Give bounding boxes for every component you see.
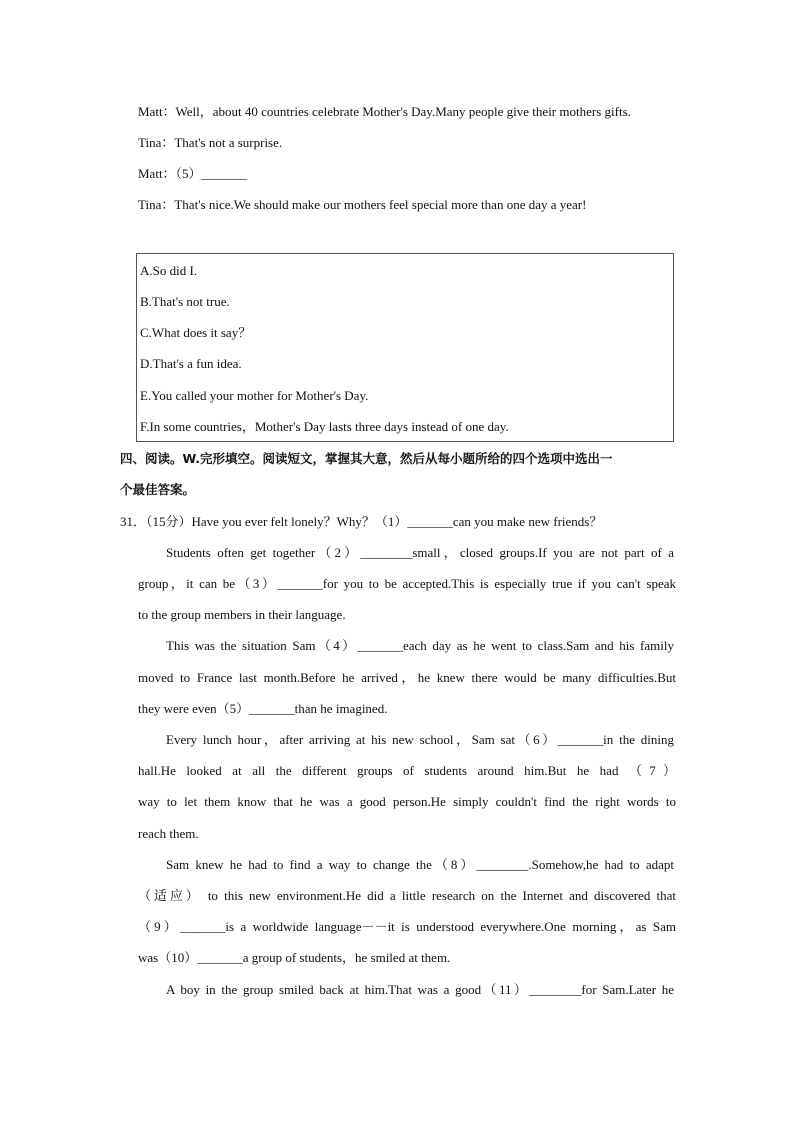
passage-line: moved to France last month.Before he arrived，he knew there would be many difficulties.But [138,670,676,685]
passage-line: way to let them know that he was a good person.He simply couldn't find the right words to [138,794,676,809]
dialogue-line-1: Matt：Well，about 40 countries celebrate Mother's Day.Many people give their mothers gifts. [138,104,631,119]
passage-line: A boy in the group smiled back at him.That was a good（11）________for Sam.Later he [166,982,674,997]
option-e: E.You called your mother for Mother's Day. [140,388,369,403]
option-f: F.In some countries，Mother's Day lasts three days instead of one day. [140,419,509,434]
passage-line: reach them. [138,826,199,841]
passage-line: group，it can be（3）_______for you to be accepted.This is especially true if you can't speak [138,576,676,591]
option-d: D.That's a fun idea. [140,356,242,371]
dialogue-line-2: Tina：That's not a surprise. [138,135,283,150]
passage-line: （9）_______is a worldwide language－－it is understood everywhere.One morning，as Sam [138,919,676,934]
passage-line: hall.He looked at all the different groups of students around him.But he had （7） [138,763,676,778]
passage-line: Students often get together（2）________small，closed groups.If you are not part of a [166,545,674,560]
passage-line: they were even（5）_______than he imagined. [138,701,388,716]
section-heading-line-1: 四、阅读。W.完形填空。阅读短文，掌握其大意，然后从每小题所给的四个选项中选出一 [120,451,613,466]
option-a: A.So did I. [140,263,198,278]
passage-line: to the group members in their language. [138,607,346,622]
passage-line: was（10）_______a group of students，he smiled at them. [138,950,451,965]
question-31-intro: 31．（15分）Have you ever felt lonely？Why？（1）_______can you make new friends？ [120,514,603,529]
options-box [136,253,674,442]
section-heading-line-2: 个最佳答案。 [120,482,196,497]
passage-line: Sam knew he had to find a way to change the（8）________.Somehow,he had to adapt [166,857,674,872]
option-c: C.What does it say？ [140,325,252,340]
passage-line: This was the situation Sam（4）_______each day as he went to class.Sam and his family [166,638,674,653]
passage-line: Every lunch hour，after arriving at his new school，Sam sat（6）_______in the dining [166,732,674,747]
dialogue-line-3: Matt：（5）_______ [138,166,248,181]
option-b: B.That's not true. [140,294,230,309]
dialogue-line-4: Tina：That's nice.We should make our mothers feel special more than one day a year! [138,197,587,212]
passage-line: （适应） to this new environment.He did a little research on the Internet and discovered that [138,888,676,903]
